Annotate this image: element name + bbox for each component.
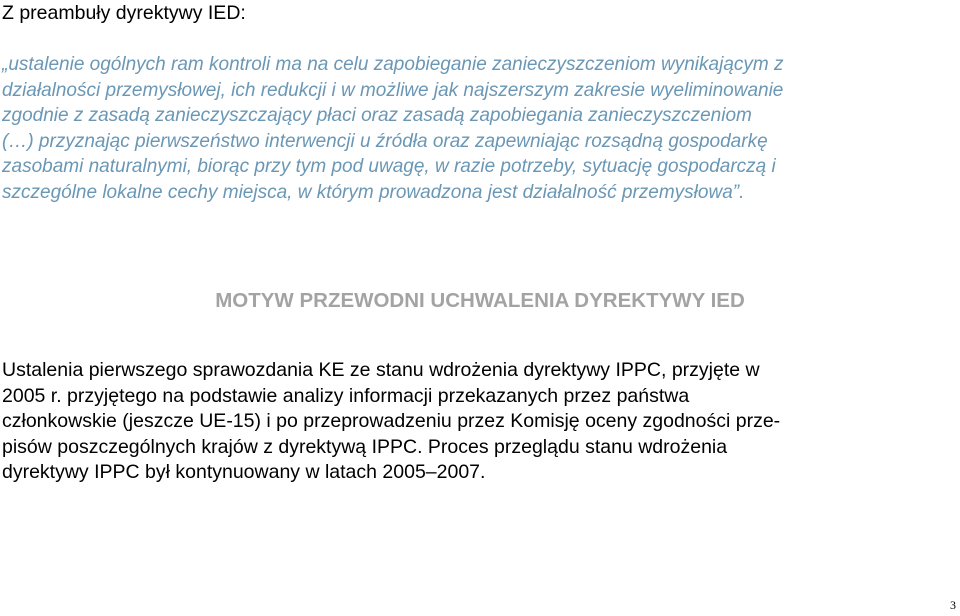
quote-line: zasobami naturalnymi, biorąc przy tym pod uwagę, w razie potrzeby, sytuację gospodarczą i [2, 156, 776, 177]
preamble-quote [2, 52, 958, 205]
quote-line: zgodnie z zasadą zanieczyszczający płaci oraz zasadą zapobiegania zanieczyszczeniom [2, 105, 752, 126]
quote-line: (…) przyznając pierwszeństwo interwencji u źródła oraz zapewniając rozsądną gospodarkę [2, 130, 768, 152]
quote-line: szczególne lokalne cechy miejsca, w którym prowadzona jest działalność przemysłowa”. [2, 181, 745, 203]
quote-line: „ustalenie ogólnych ram kontroli ma na celu zapobieganie zanieczyszczeniom wynikającym z [2, 54, 784, 75]
body-line: 2005 r. przyjętego na podstawie analizy informacji przekazanych przez państwa [2, 384, 690, 407]
preamble-heading: Z preambuły dyrektywy IED: [2, 2, 246, 24]
page-number: 3 [950, 598, 956, 612]
quote-line: działalności przemysłowej, ich redukcji i w możliwe jak najszerszym zakresie wyeliminowanie [2, 79, 784, 101]
motto-heading: MOTYW PRZEWODNI UCHWALENIA DYREKTYWY IED [215, 289, 745, 312]
body-line: dyrektywy IPPC był kontynuowany w latach 2005–2007. [2, 461, 486, 483]
body-paragraph [2, 358, 958, 486]
body-line: Ustalenia pierwszego sprawozdania KE ze stanu wdrożenia dyrektywy IPPC, przyjęte w [2, 359, 760, 381]
body-line: pisów poszczególnych krajów z dyrektywą IPPC. Proces przeglądu stanu wdrożenia [2, 435, 728, 458]
body-line: członkowskie (jeszcze UE-15) i po przeprowadzeniu przez Komisję oceny zgodności prze- [2, 410, 781, 432]
